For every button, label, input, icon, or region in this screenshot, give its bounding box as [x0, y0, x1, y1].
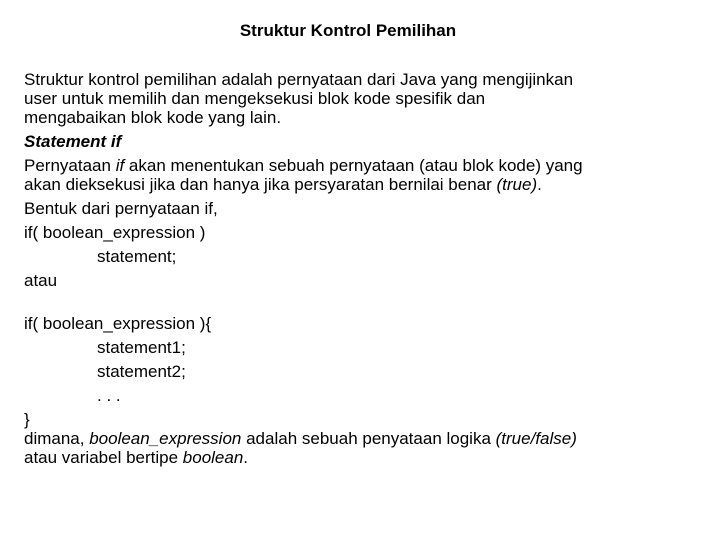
code1-line-1: if( boolean_expression ) — [24, 223, 206, 242]
keyword-if: if — [115, 156, 125, 175]
description-text: akan menentukan sebuah pernyataan (atau blok kode) yang — [124, 156, 583, 175]
explanation-text: atau variabel bertipe — [24, 448, 183, 467]
intro-line-1: Struktur kontrol pemilihan adalah pernyataan dari Java yang mengijinkan — [24, 70, 574, 89]
keyword-boolean: boolean — [182, 448, 244, 467]
intro-line-2: user untuk memilih dan mengeksekusi blok kode spesifik dan — [24, 89, 486, 108]
explanation-line-1 — [24, 429, 704, 448]
intro-line-3: mengabaikan blok kode yang lain. — [24, 108, 282, 127]
code2-line-5: } — [24, 410, 30, 429]
page-title: Struktur Kontrol Pemilihan — [239, 21, 457, 40]
description-line-2 — [24, 175, 704, 194]
explanation-line-2 — [24, 448, 704, 467]
section-heading: Statement if — [24, 132, 122, 151]
description-line-1 — [24, 156, 704, 175]
explanation-text: dimana, — [24, 429, 90, 448]
blank-line — [24, 290, 704, 309]
or-text: atau — [24, 271, 58, 290]
description-text: akan dieksekusi jika dan hanya jika persyaratan bernilai benar — [24, 175, 497, 194]
slide-content — [24, 70, 704, 467]
keyword-true-false: (true/false) — [495, 429, 577, 448]
description-text: Pernyataan — [24, 156, 116, 175]
code2-line-1: if( boolean_expression ){ — [24, 314, 212, 333]
code1-line-2: statement; — [97, 247, 177, 266]
code2-line-3: statement2; — [97, 362, 186, 381]
description-text: . — [537, 175, 542, 194]
code2-line-4: . . . — [97, 386, 121, 405]
keyword-boolean-expression: boolean_expression — [89, 429, 242, 448]
explanation-text: . — [243, 448, 249, 467]
explanation-text: adalah sebuah penyataan logika — [241, 429, 496, 448]
keyword-true: (true) — [496, 175, 538, 194]
form-intro: Bentuk dari pernyataan if, — [24, 199, 218, 218]
code2-line-2: statement1; — [97, 338, 186, 357]
